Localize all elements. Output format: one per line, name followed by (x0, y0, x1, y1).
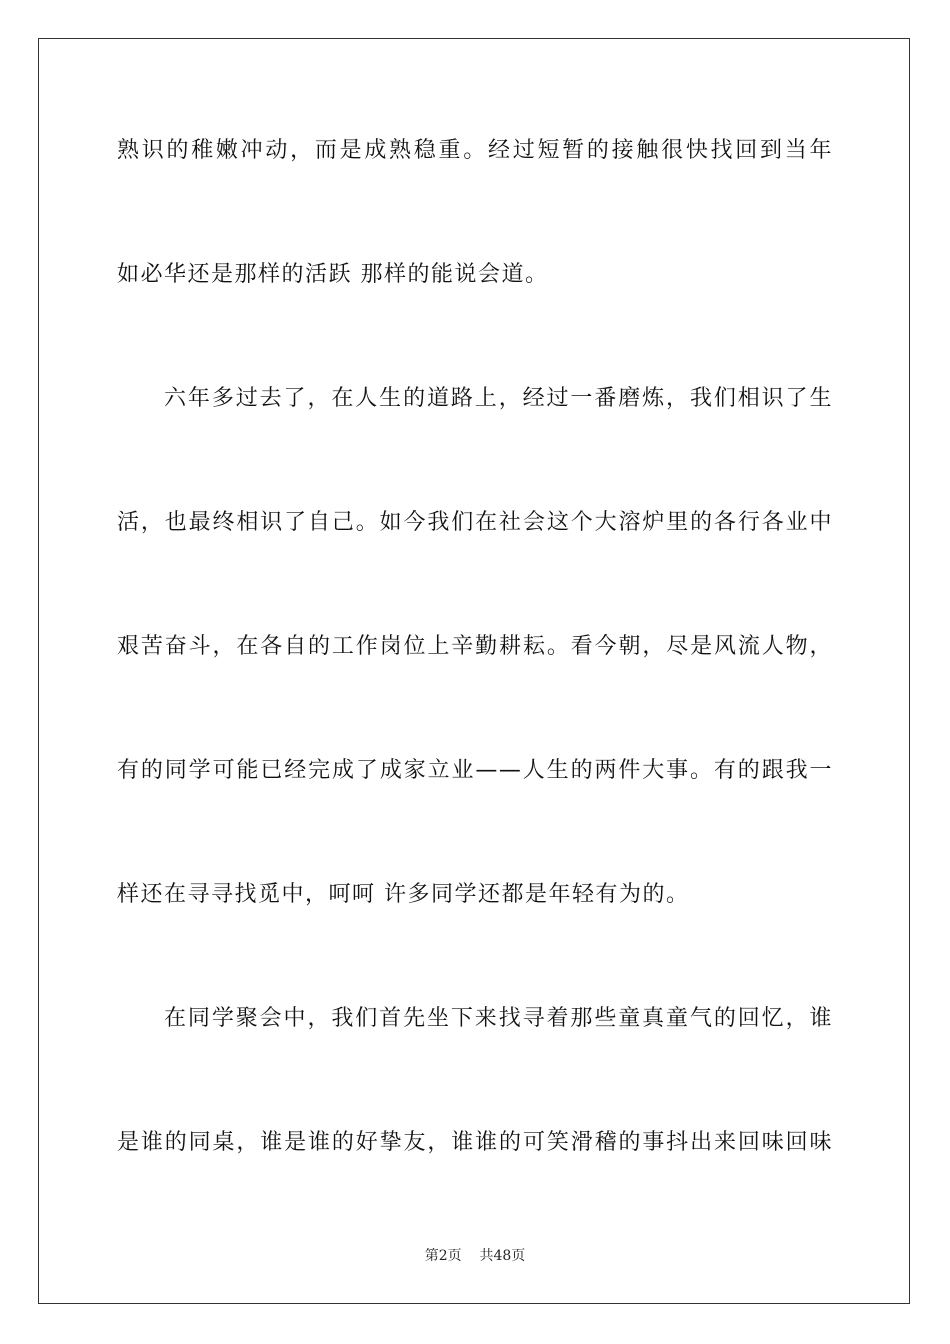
text-line-7: 样还在寻寻找觅中，呵呵 许多同学还都是年轻有为的。 (117, 882, 690, 907)
text-line-5: 艰苦奋斗，在各自的工作岗位上辛勤耕耘。看今朝，尽是风流人物， (117, 634, 833, 659)
page-number: 第2页 (424, 1248, 462, 1264)
text-line-3: 六年多过去了，在人生的道路上，经过一番磨炼，我们相识了生 (164, 386, 833, 411)
text-line-1: 熟识的稚嫩冲动，而是成熟稳重。经过短暂的接触很快找回到当年 (117, 138, 833, 163)
text-line-4: 活，也最终相识了自己。如今我们在社会这个大溶炉里的各行各业中 (117, 510, 833, 535)
text-line-8: 在同学聚会中，我们首先坐下来找寻着那些童真童气的回忆，谁 (164, 1006, 833, 1031)
page-total: 共48页 (479, 1248, 526, 1264)
text-line-9: 是谁的同桌，谁是谁的好挚友，谁谁的可笑滑稽的事抖出来回味回味 (117, 1130, 833, 1155)
text-line-6: 有的同学可能已经完成了成家立业——人生的两件大事。有的跟我一 (117, 758, 833, 783)
page-border (38, 38, 910, 1304)
page-footer (0, 1246, 950, 1266)
text-line-2: 如必华还是那样的活跃 那样的能说会道。 (117, 262, 549, 287)
